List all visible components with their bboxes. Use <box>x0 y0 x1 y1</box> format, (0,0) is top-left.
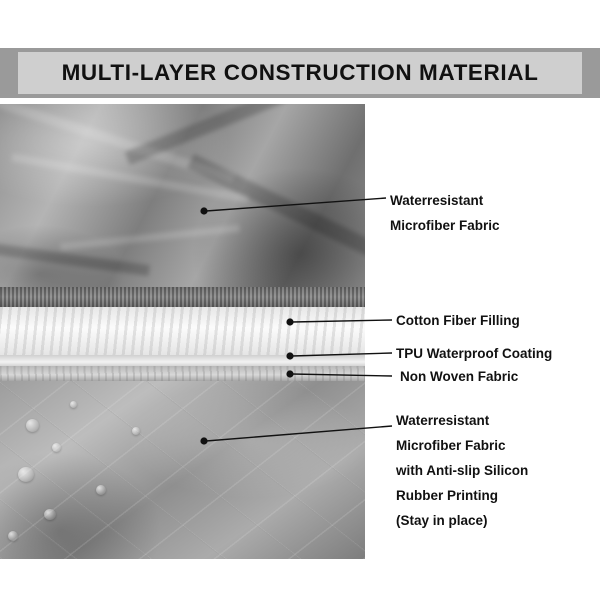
photo-layer-top-microfiber <box>0 104 365 289</box>
page-title: MULTI-LAYER CONSTRUCTION MATERIAL <box>61 60 539 85</box>
label-line: Rubber Printing <box>396 488 498 503</box>
photo-layer-cotton-filling <box>0 307 365 359</box>
photo-layer-stitched-seam <box>0 287 365 309</box>
title-banner-inner <box>18 52 582 94</box>
label-non-woven-fabric <box>400 364 518 389</box>
label-waterresistant-microfiber-top <box>390 188 500 238</box>
material-cross-section-photo <box>0 104 365 559</box>
label-line: Microfiber Fabric <box>396 438 506 453</box>
label-line: TPU Waterproof Coating <box>396 346 553 361</box>
label-line: with Anti-slip Silicon <box>396 463 529 478</box>
photo-layer-non-woven <box>0 366 365 382</box>
label-line: Waterresistant <box>390 193 484 208</box>
label-line: Waterresistant <box>396 413 490 428</box>
label-line: Cotton Fiber Filling <box>396 313 520 328</box>
label-tpu-waterproof-coating <box>396 341 552 366</box>
label-line: Non Woven Fabric <box>400 369 519 384</box>
anti-slip-print-texture <box>0 381 365 559</box>
photo-layer-bottom-microfiber <box>0 381 365 559</box>
label-line: (Stay in place) <box>396 513 488 528</box>
label-cotton-fiber-filling <box>396 308 520 333</box>
label-line: Microfiber Fabric <box>390 218 500 233</box>
label-waterresistant-microfiber-bottom <box>396 408 528 533</box>
